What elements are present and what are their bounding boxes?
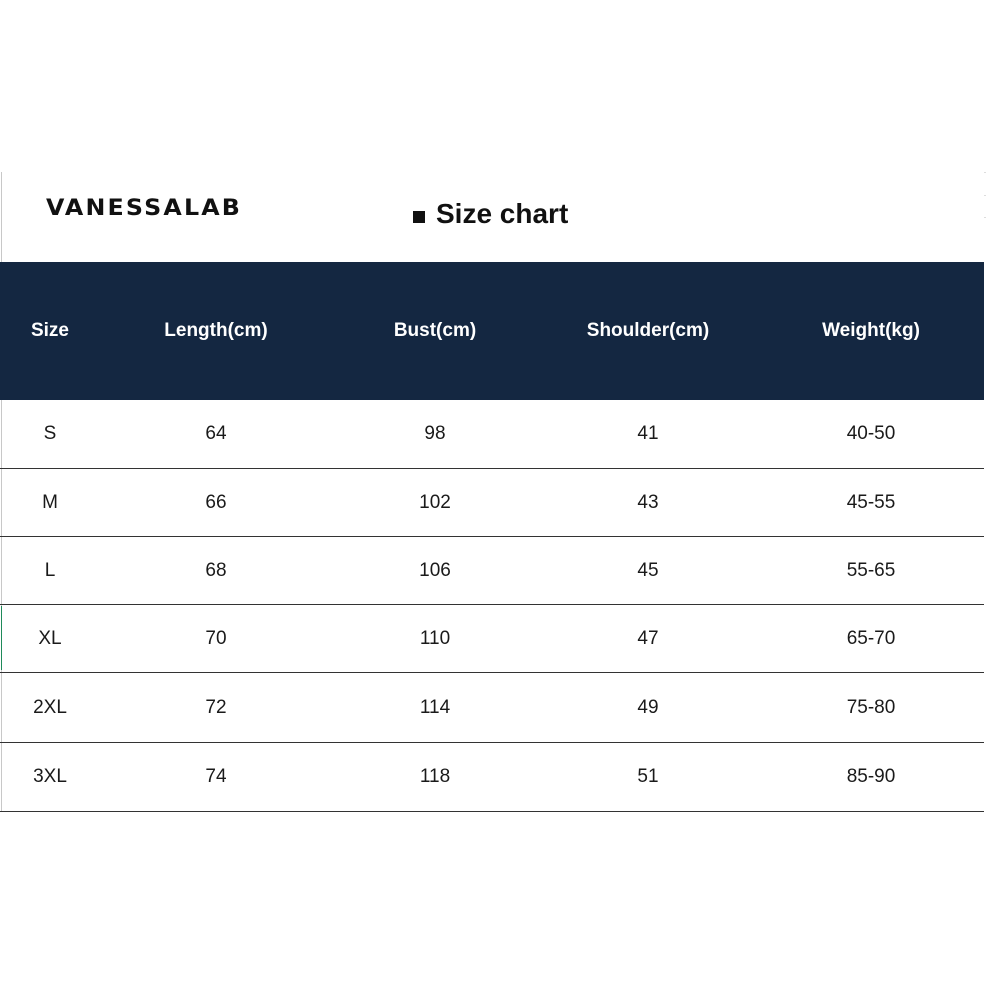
cell-length: 72 [205, 696, 227, 718]
row-divider [0, 811, 984, 812]
cell-bust: 114 [419, 696, 451, 718]
cell-length: 66 [205, 491, 227, 513]
cell-size: 2XL [33, 696, 67, 718]
header-size: Size [30, 320, 70, 341]
cell-weight: 40-50 [846, 423, 896, 444]
cell-size: M [42, 491, 58, 513]
header-shoulder: Shoulder(cm) [586, 320, 710, 341]
cell-shoulder: 41 [637, 423, 659, 444]
cell-weight: 45-55 [846, 491, 896, 513]
cell-length: 64 [205, 423, 227, 444]
cell-bust: 102 [419, 491, 451, 513]
cell-bust: 106 [419, 559, 451, 581]
cell-shoulder: 47 [637, 627, 659, 649]
cell-bust: 110 [419, 627, 451, 649]
header-bust: Bust(cm) [393, 320, 477, 341]
cell-length: 70 [205, 627, 227, 649]
square-bullet-icon [413, 211, 425, 223]
cell-weight: 65-70 [846, 627, 896, 649]
cell-size: S [43, 423, 57, 444]
cell-weight: 85-90 [846, 766, 896, 787]
cell-shoulder: 43 [637, 491, 659, 513]
cell-bust: 118 [419, 766, 451, 787]
cell-size: L [44, 559, 56, 581]
chart-heading [413, 198, 568, 230]
page-title: Size chart [436, 198, 569, 229]
header-weight: Weight(kg) [822, 320, 920, 341]
cell-weight: 75-80 [846, 696, 896, 718]
cell-weight: 55-65 [846, 559, 896, 581]
cell-size: 3XL [33, 766, 67, 787]
cell-shoulder: 51 [637, 766, 659, 787]
cell-length: 68 [205, 559, 227, 581]
cell-shoulder: 49 [637, 696, 659, 718]
cell-shoulder: 45 [637, 559, 659, 581]
cell-length: 74 [205, 766, 227, 787]
brand-logo: VANESSALAB [46, 196, 243, 221]
cell-bust: 98 [424, 423, 446, 444]
cell-size: XL [38, 627, 62, 649]
header-length: Length(cm) [164, 320, 268, 341]
